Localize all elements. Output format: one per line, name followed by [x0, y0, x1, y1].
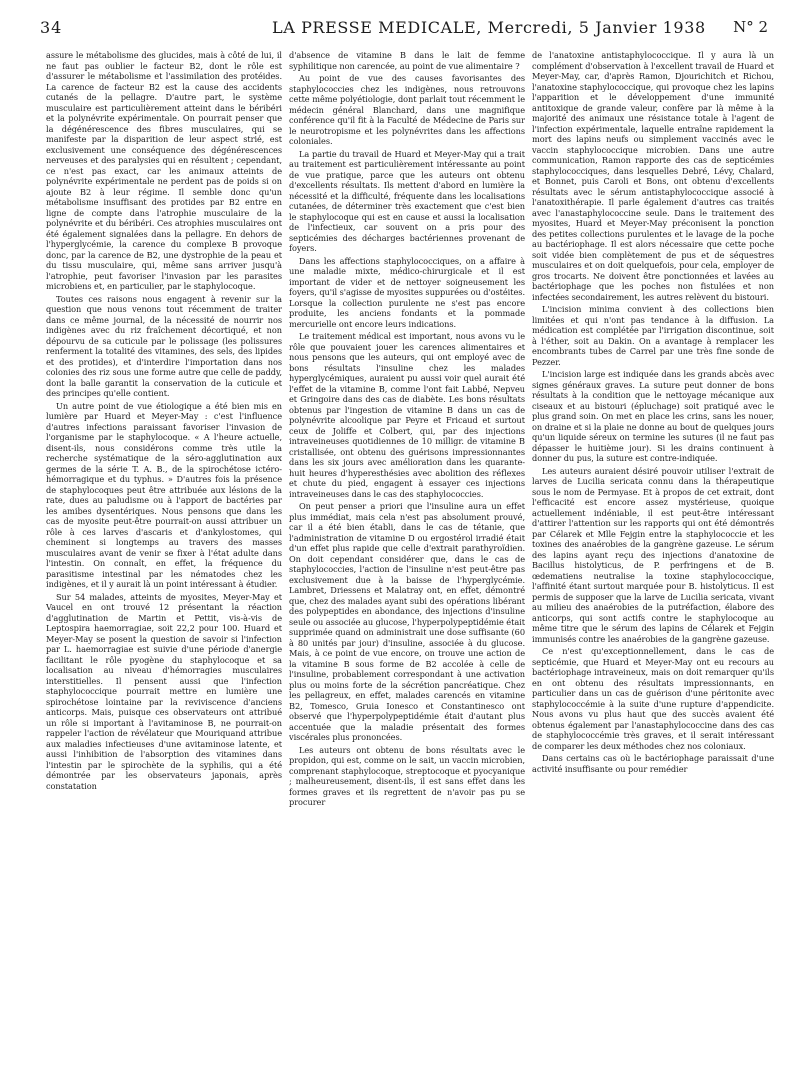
journal-title: LA PRESSE MEDICALE, Mercredi, 5 Janvier 1938 — [272, 18, 706, 37]
paragraph: Toutes ces raisons nous engagent à revenir sur la question que nous venons tout récemment de traiter dans ce même journal, de la nécessité de nourrir nos indigènes avec du riz fraîchement décortiqué, et non dépourvu de sa cuticule par le polissage (les polissures renferment la totalité des vitamines, des sels, des lipides et des protides), et d'interdire l'importation dans nos colonies des riz sous une forme autre que celle de paddy, dont la balle garantit la conservation de la cuticule et des principes qu'elle contient. — [46, 293, 282, 398]
page-number: 34 — [40, 18, 63, 37]
paragraph: Le traitement médical est important, nous avons vu le rôle que pouvaient jouer les carences alimentaires et nous pensons que les auteurs, qui ont employé avec de bons résultats l'insuline chez les malades hyperglycémiques, auraient pu aussi voir quel aurait été l'effet de la vitamine B, comme l'ont fait Labbé, Nepveu et Gringoire dans des cas de diabète. Les bons résultats obtenus par l'ingestion de vitamine B dans un cas de polynévrite alcoolique par Peyre et Fricaud et surtout ceux de Joliffe et Colbert, qui, par des injections intraveineuses quotidiennes de 10 milligr. de vitamine B cristallisée, ont obtenu des guérisons impressionnantes dans les six jours avec amélioration dans les quarante-huit heures d'hyperesthésies avec abolition des réflexes et chute du pied, engagent à essayer ces injections intraveineuses dans le cas des staphylococcies. — [289, 331, 525, 499]
paragraph: L'incision minima convient à des collections bien limitées et qui n'ont pas tendance à la diffusion. La médication est complétée par l'irrigation discontinue, soit à l'éther, soit au Dakin. On a avantage à remplacer les encombrants tubes de Carrel par une très fine sonde de Pezzer. — [532, 304, 774, 367]
paragraph: Dans certains cas où le bactériophage paraissait d'une activité insuffisante ou pour remédier — [532, 753, 774, 774]
issue-number: N° 2 — [733, 18, 768, 36]
paragraph: Les auteurs ont obtenu de bons résultats avec le propidon, qui est, comme on le sait, un vaccin microbien, comprenant staphylocoque, streptocoque et pyocyanique ; malheureusement, disent-ils, il est sans effet dans les formes graves et ils regrettent de n'avoir pas pu se procurer — [289, 744, 525, 807]
column-1 — [46, 50, 282, 1070]
paragraph: assure le métabolisme des glucides, mais à côté de lui, il ne faut pas oublier le facteur B2, dont le rôle est d'assurer le métabolisme et l'assimilation des protéides. La carence de facteur B2 est la cause des accidents cutanés de la pellagre. D'autre part, le système musculaire est particulièrement atteint dans le béribéri et la polynévrite expérimentale. On pourrait penser que la dégénérescence des fibres musculaires, qui se manifeste par la disparition de leur aspect strié, est exclusivement une conséquence des dégénérescences nerveuses et des paralysies qui en résultent ; cependant, ce n'est pas exact, car les animaux atteints de polynévrite expérimentale ne perdent pas de poids si on ajoute B2 à leur régime. Il semble donc qu'un métabolisme insuffisant des protides par B2 entre en ligne de compte dans l'atrophie musculaire de la polynévrite et du béribéri. Ces atrophies musculaires ont été également signalées dans la pellagre. En dehors de l'hyperglycémie, la carence du complexe B provoque donc, par la carence de B2, une dystrophie de la peau et du tissu musculaire, qui, même sans arriver jusqu'à l'atrophie, peut favoriser l'invasion par les parasites microbiens et, en particulier, par le staphylocoque. — [46, 50, 282, 291]
paragraph: Les auteurs auraient désiré pouvoir utiliser l'extrait de larves de Lucilia sericata connu dans la thérapeutique sous le nom de Permyase. Et à propos de cet extrait, dont l'efficacité est encore assez mystérieuse, quoique actuellement indéniable, il est peut-être intéressant d'attirer l'attention sur les rapports qui ont été démontrés par Célarek et Mlle Fejgin entre la staphylococcie et les toxines des anaérobies de la gangrène gazeuse. Le sérum des lapins ayant reçu des injections d'anatoxine de Bacillus histolyticus, de P. perfringens et de B. œdematiens neutralise la toxine staphylococcique, l'affinité étant surtout marquée pour B. histolyticus. Il est permis de supposer que la larve de Lucilia sericata, vivant au milieu des anaérobies de la putréfaction, élabore des anticorps, qui sont actifs contre le staphylocoque au même titre que le sérum des lapins de Célarek et Fejgin immunisés contre les anaérobies de la gangrène gazeuse. — [532, 465, 774, 644]
paragraph: d'absence de vitamine B dans le lait de femme syphilitique non carencée, au point de vue alimentaire ? — [289, 50, 525, 71]
column-2 — [289, 50, 525, 1070]
paragraph: Un autre point de vue étiologique a été bien mis en lumière par Huard et Meyer-May : c'est l'influence d'autres infections paraissant favoriser l'invasion de l'organisme par le staphylocoque. « A l'heure actuelle, disent-ils, nous considérons comme très utile la recherche systématique de la séro-agglutination aux germes de la série T. A. B., de la spirochétose ictéro-hémorragique et du typhus. » D'autres fois la présence de staphylocoques peut être attribuée aux lésions de la rate, dues au paludisme ou à l'apport de bactéries par les amibes dysentériques. Nous pensons que dans les cas de myosite peut-être pourrait-on aussi attribuer un rôle à ces larves d'ascaris et d'ankylostomes, qui cheminent si longtemps au travers des masses musculaires avant de venir se fixer à l'état adulte dans l'intestin. On connaît, en effet, la fréquence du parasitisme intestinal par les nématodes chez les indigènes, et il y aurait là un point intéressant à étudier. — [46, 400, 282, 589]
column-3 — [532, 50, 774, 1070]
paragraph: Dans les affections staphylococciques, on a affaire à une maladie mixte, médico-chirurgicale et il est important de vider et de nettoyer soigneusement les foyers, qu'il s'agisse de myosites suppurées ou d'ostéites. Lorsque la collection purulente ne s'est pas encore produite, les anciens fondants et la pommade mercurielle ont encore leurs indications. — [289, 255, 525, 329]
paragraph: On peut penser a priori que l'insuline aura un effet plus immédiat, mais cela n'est pas absolument prouvé, car il a été bien établi, dans le cas de tétanie, que l'administration de vitamine D ou ergostérol irradié était d'un effet plus rapide que celle d'extrait parathyroïdien. On doit cependant considérer que, dans le cas de staphylococcies, l'action de l'insuline n'est peut-être pas exclusivement due à la baisse de l'hyperglycémie. Lambret, Driessens et Malatray ont, en effet, démontré que, chez des malades ayant subi des opérations libérant des polypeptides en abondance, des injections d'insuline seule ou associée au glucose, l'hyperpolypeptidémie était supprimée quand on administrait une dose suffisante (60 à 80 unités par jour) d'insuline, associée à du glucose. Mais, à ce point de vue encore, on trouve une action de la vitamine B sous forme de B2 accolée à celle de l'insuline, probablement correspondant à une activation plus ou moins forte de la sécrétion pancréatique. Chez les pellagreux, en effet, malades carencés en vitamine B2, Tomesco, Gruia Ionesco et Constantinesco ont observé que l'hyperpolypeptidémie était d'autant plus accentuée que la maladie présentait des formes viscérales plus prononcées. — [289, 501, 525, 742]
page-header — [40, 18, 768, 40]
paragraph: La partie du travail de Huard et Meyer-May qui a trait au traitement est particulièrement intéressante au point de vue pratique, parce que les auteurs ont obtenu d'excellents résultats. Ils mettent d'abord en lumière la nécessité et la difficulté, fréquente dans les localisations cutanées, de déterminer très exactement que c'est bien le staphylocoque qui est en cause et aussi la localisation de l'infectieux, car souvent on a pris pour des septicémies des décharges bactériennes provenant de foyers. — [289, 148, 525, 253]
paragraph: Sur 54 malades, atteints de myosites, Meyer-May et Vaucel en ont trouvé 12 présentant la réaction d'agglutination de Martin et Pettit, vis-à-vis de Leptospira haemorragiae, soit 22,2 pour 100. Huard et Meyer-May se posent la question de savoir si l'infection par L. haemorragiae est suivie d'une période d'anergie facilitant le rôle pyogène du staphylocoque et sa localisation au niveau d'hémorragies musculaires interstitielles. Il pensent aussi que l'infection staphylococcique pourrait mettre en lumière une spirochétose lointaine par la reviviscence d'anciens anticorps. Mais, puisque ces observateurs ont attribué un rôle si important à l'avitaminose B, ne pourrait-on rappeler l'action de révélateur que Mouriquand attribue aux maladies infectieuses d'une avitaminose latente, et aussi l'inhibition de l'absorption des vitamines dans l'intestin par le spirochète de la syphilis, qui a été démontrée par les observateurs japonais, après constatation — [46, 591, 282, 791]
paragraph: de l'anatoxine antistaphylococcique. Il y aura là un complément d'observation à l'excellent travail de Huard et Meyer-May, car, d'après Ramon, Djourichitch et Richou, l'anatoxine staphylococcique, qui provoque chez les lapins l'apparition et le développement d'une immunité antitoxique de grande valeur, confère par là même à la majorité des animaux une résistance totale à l'agent de l'infection expérimentale, laquelle entraîne rapidement la mort des lapins neufs ou simplement vaccinés avec le vaccin staphylococcique microbien. Dans une autre communication, Ramon rapporte des cas de septicémies staphylococciques, dans lesquelles Debré, Lévy, Chalard, et Bonnet, puis Caroli et Bons, ont obtenu d'excellents résultats avec le sérum antistaphylococcique associé à l'anatoxithérapie. Il parle également d'autres cas traités avec l'anastaphylococcine seule. Dans le traitement des myosites, Huard et Meyer-May préconisent la ponction des petites collections purulentes et le lavage de la poche au bactériophage. Il est alors nécessaire que cette poche soit vidée bien complètement de pus et de séquestres musculaires et on doit quelquefois, pour cela, employer de gros trocarts. Ne doivent être ponctionnées et lavées au bactériophage que les poches non fistulées et non infectées secondairement, les autres relèvent du bistouri. — [532, 50, 774, 302]
paragraph: L'incision large est indiquée dans les grands abcès avec signes généraux graves. La suture peut donner de bons résultats à la condition que le nettoyage mécanique aux ciseaux et au bistouri (épluchage) soit pratiqué avec le plus grand soin. On met en place les crins, sans les nouer, on draine et si la plaie ne donne au bout de quelques jours qu'un liquide séreux on termine les sutures (il ne faut pas dépasser le huitième jour). Si les drains continuent à donner du pus, la suture est contre-indiquée. — [532, 369, 774, 463]
paragraph: Au point de vue des causes favorisantes des staphylococcies chez les indigènes, nous retrouvons cette même polyétiologie, dont parlait tout récemment le médecin général Blanchard, dans une magnifique conférence qu'il fit à la Faculté de Médecine de Paris sur le neurotropisme et les polynévrites dans les affections coloniales. — [289, 73, 525, 146]
paragraph: Ce n'est qu'exceptionnellement, dans le cas de septicémie, que Huard et Meyer-May ont eu recours au bactériophage intraveineux, mais on doit remarquer qu'ils en ont obtenu des résultats impressionnants, en particulier dans un cas de guérison d'une péritonite avec staphylococcémie à la suite d'une rupture d'appendicite. Nous avons vu plus haut que des succès avaient été obtenus également par l'anastaphylococcine dans des cas de staphylococcémie très graves, et il serait intéressant de comparer les deux méthodes chez nos coloniaux. — [532, 646, 774, 751]
